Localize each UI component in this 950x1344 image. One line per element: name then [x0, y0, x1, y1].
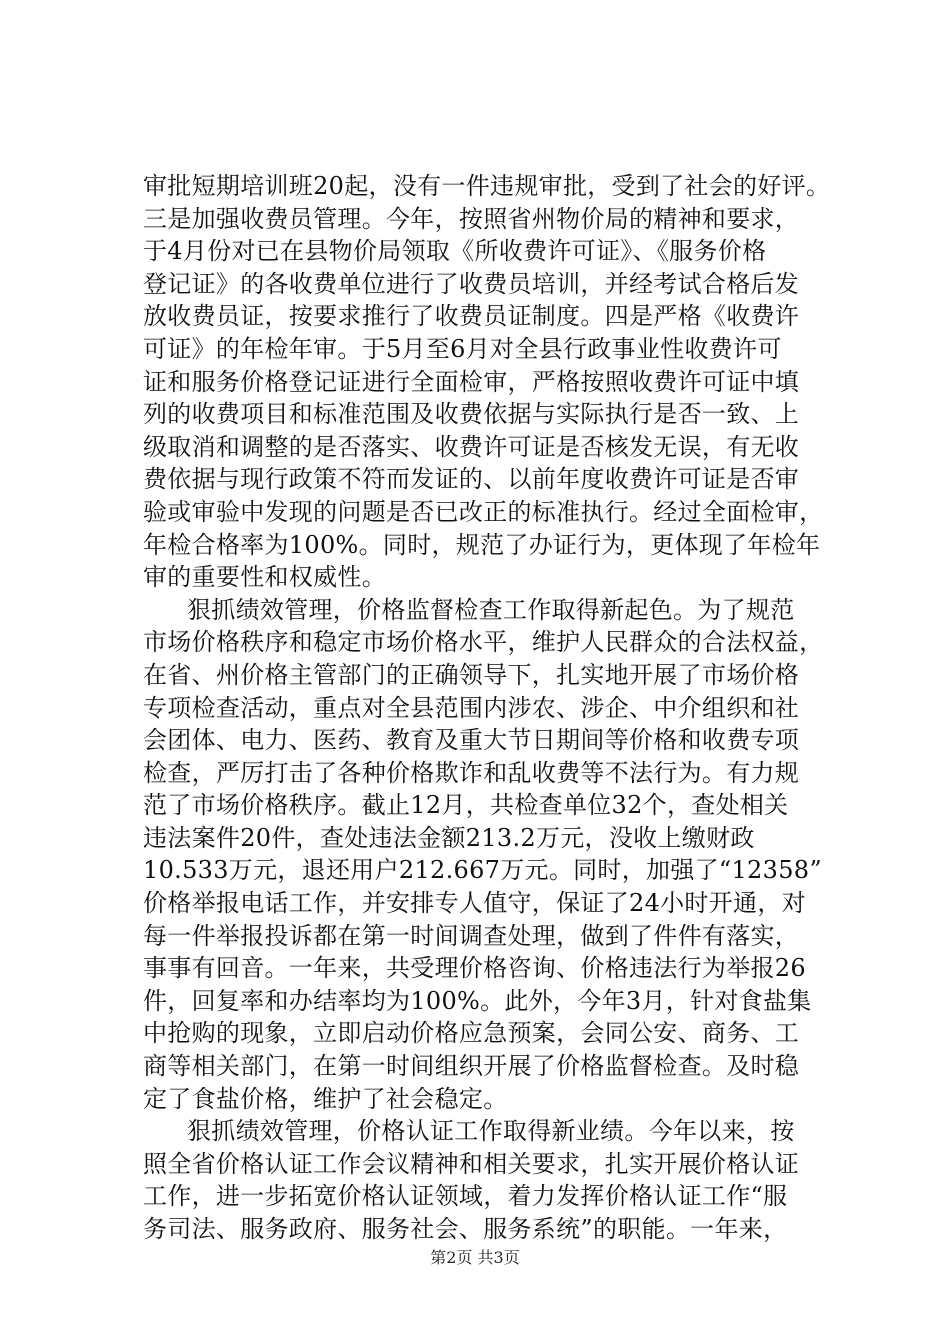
text-line: 验或审验中发现的问题是否已改正的标准执行。经过全面检审， [143, 497, 824, 526]
paragraph-start-line: 狠抓绩效管理，价格认证工作取得新业绩。今年以来，按 [187, 1117, 795, 1146]
text-line: 审批短期培训班20起，没有一件违规审批，受到了社会的好评。 [143, 172, 831, 200]
text-line: 证和服务价格登记证进行全面检审，严格按照收费许可证中填 [143, 367, 800, 396]
text-line: 放收费员证，按要求推行了收费员证制度。四是严格《收费许 [143, 302, 800, 331]
text-line: 检查，严厉打击了各种价格欺诈和乱收费等不法行为。有力规 [143, 758, 800, 787]
text-line: 在省、州价格主管部门的正确领导下，扎实地开展了市场价格 [143, 660, 800, 689]
text-line: 审的重要性和权威性。 [143, 563, 386, 592]
text-line: 工作，进一步拓宽价格认证领域，着力发挥价格认证工作“服 [143, 1182, 788, 1211]
text-line: 每一件举报投诉都在第一时间调查处理，做到了件件有落实， [143, 921, 800, 950]
text-line: 中抢购的现象，立即启动价格应急预案，会同公安、商务、工 [143, 1019, 800, 1048]
text-line: 商等相关部门，在第一时间组织开展了价格监督检查。及时稳 [143, 1052, 800, 1081]
text-line: 级取消和调整的是否落实、收费许可证是否核发无误，有无收 [143, 432, 800, 461]
text-line: 市场价格秩序和稳定市场价格水平，维护人民群众的合法权益， [143, 628, 824, 657]
paragraph-start-line: 狠抓绩效管理，价格监督检查工作取得新起色。为了规范 [187, 595, 795, 624]
text-line: 照全省价格认证工作会议精神和相关要求，扎实开展价格认证 [143, 1149, 800, 1178]
text-line: 专项检查活动，重点对全县范围内涉农、涉企、中介组织和社 [143, 693, 800, 722]
text-line: 可证》的年检年审。于5月至6月对全县行政事业性收费许可 [143, 334, 782, 363]
text-line: 登记证》的各收费单位进行了收费员培训，并经考试合格后发 [143, 269, 800, 298]
text-line: 事事有回音。一年来，共受理价格咨询、价格违法行为举报26 [143, 954, 806, 983]
text-line: 价格举报电话工作，并安排专人值守，保证了24小时开通，对 [143, 889, 806, 918]
document-body [143, 170, 831, 1246]
page-number-footer: 第2页 共3页 [430, 1248, 520, 1267]
text-line: 费依据与现行政策不符而发证的、以前年度收费许可证是否审 [143, 465, 800, 494]
text-line: 件，回复率和办结率均为100%。此外，今年3月，针对食盐集 [143, 986, 812, 1015]
text-line: 范了市场价格秩序。截止12月，共检查单位32个，查处相关 [143, 791, 789, 820]
text-line: 务司法、服务政府、服务社会、服务系统”的职能。一年来， [143, 1215, 788, 1243]
text-line: 10.533万元，退还用户212.667万元。同时，加强了“12358” [143, 856, 822, 885]
text-line: 三是加强收费员管理。今年，按照省州物价局的精神和要求， [143, 204, 800, 233]
text-line: 违法案件20件，查处违法金额213.2万元，没收上缴财政 [143, 823, 755, 852]
text-line: 列的收费项目和标准范围及收费依据与实际执行是否一致、上 [143, 400, 800, 429]
text-line: 会团体、电力、医药、教育及重大节日期间等价格和收费专项 [143, 726, 800, 755]
text-line: 年检合格率为100%。同时，规范了办证行为，更体现了年检年 [143, 530, 821, 559]
text-line: 定了食盐价格，维护了社会稳定。 [143, 1084, 508, 1113]
text-line: 于4月份对已在县物价局领取《所收费许可证》、《服务价格 [143, 237, 767, 266]
